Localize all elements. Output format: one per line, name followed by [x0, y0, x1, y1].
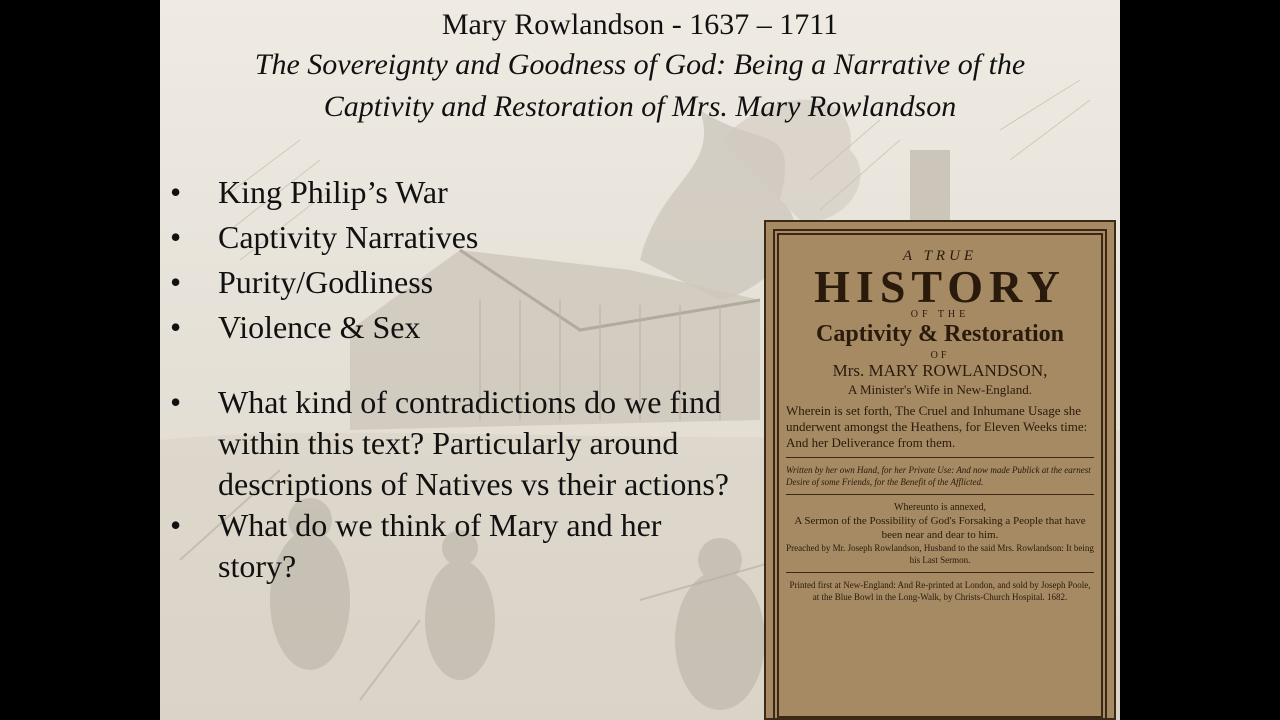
bullet-item: • Violence & Sex [170, 305, 770, 350]
question-bullet-list [170, 382, 770, 587]
question-line: What kind of contradictions do we find [218, 384, 721, 420]
book-sermon: A Sermon of the Possibility of God's Forsaking a People that have been near and dear to him. [794, 515, 1086, 541]
question-line: story? [218, 548, 297, 584]
book-printed: Printed first at New-England: And Re-printed at London, and sold by Joseph Poole, at the Blue Bowl in the Long-Walk, by Christs-Church Hospital. 1682. [789, 580, 1091, 602]
book-title-page-image [764, 220, 1116, 720]
book-a-true: A TRUE [902, 248, 978, 264]
question-line: What do we think of Mary and her [218, 507, 662, 543]
book-text [786, 242, 1094, 718]
topic-bullet-list [170, 170, 770, 350]
book-of-the: OF THE [910, 309, 970, 320]
title-block [160, 6, 1120, 128]
book-annexed: Whereunto is annexed, [894, 502, 986, 513]
question-item [170, 505, 770, 587]
book-history: HISTORY [814, 261, 1066, 312]
slide-title: Mary Rowlandson - 1637 – 1711 [441, 8, 839, 41]
slide-subtitle-line-1: The Sovereignty and Goodness of God: Being a Narrative of the [254, 48, 1026, 81]
bullet-item: • Captivity Narratives [170, 215, 770, 260]
book-wherein: Wherein is set forth, The Cruel and Inhumane Usage she underwent amongst the Heathens, for Eleven Weeks time: And her Deliverance from them. [786, 403, 1088, 450]
book-written: Written by her own Hand, for her Private Use: And now made Publick at the earnest Desire of some Friends, for the Benefit of the Afflicted. [786, 465, 1091, 487]
question-item [170, 382, 770, 505]
slide-subtitle-line-2: Captivity and Restoration of Mrs. Mary Rowlandson [323, 90, 957, 123]
book-preached: Preached by Mr. Joseph Rowlandson, Husband to the said Mrs. Rowlandson: It being his Last Sermon. [786, 543, 1094, 565]
book-rule [786, 572, 1094, 573]
question-line: descriptions of Natives vs their actions? [218, 466, 729, 502]
book-wife: A Minister's Wife in New-England. [848, 382, 1032, 397]
book-captivity: Captivity & Restoration [816, 321, 1064, 347]
book-of: OF [930, 350, 950, 361]
book-author-name: Mrs. MARY ROWLANDSON, [832, 361, 1048, 380]
question-line: within this text? Particularly around [218, 425, 679, 461]
bullet-item: • King Philip’s War [170, 170, 770, 215]
slide [160, 0, 1120, 720]
book-rule [786, 494, 1094, 495]
book-rule [786, 457, 1094, 458]
bullet-item: • Purity/Godliness [170, 260, 770, 305]
